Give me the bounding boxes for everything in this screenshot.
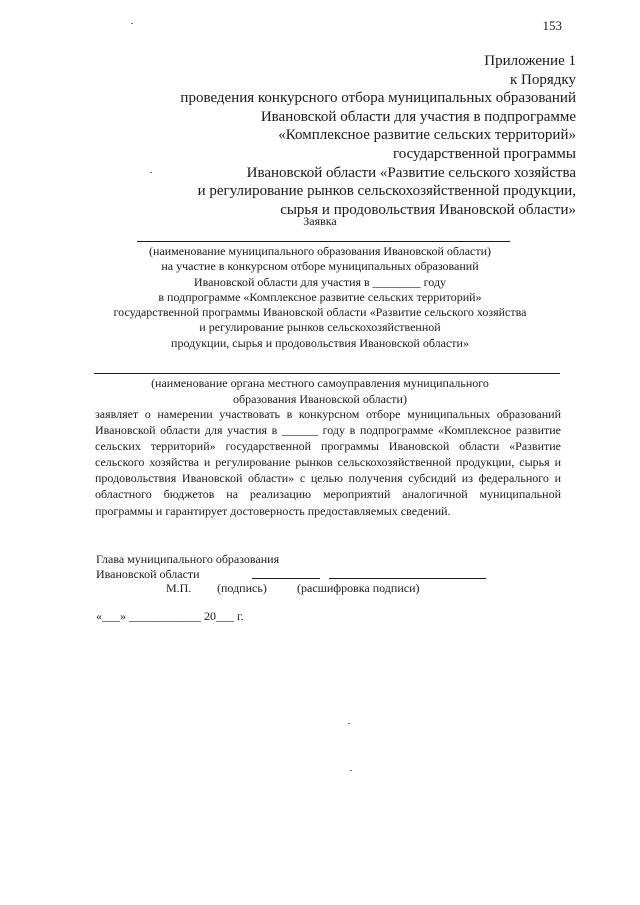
organ-line: образования Ивановской области) [233,392,407,406]
appendix-line: Приложение 1 [484,53,576,69]
municipality-name-blank-line [137,241,510,242]
municipality-line: на участие в конкурсном отборе муниципальных образований [161,259,479,274]
stamp-label: М.П. [166,581,192,595]
municipality-line: Ивановской области для участия в ________ году [193,274,447,289]
organ-block [0,375,640,407]
signature-decode-caption: (расшифровка подписи) [297,581,420,595]
page-number: 153 [542,18,562,33]
appendix-line: Ивановской области «Развитие сельского хозяйства [246,164,576,181]
appendix-line: сырья и продовольствия Ивановской области» [280,201,576,218]
application-body: заявляет о намерении участвовать в конкурсном отборе муниципальных образований Ивановской области для участия в ______ году в подпрограмме «Комплексное развитие сельских территорий» государственной программы Ивановской области «Развитие сельского хозяйства и регулирование рынков сельскохозяйственной продукции, сырья и продовольствия Ивановской области» с целью получения субсидий из федерального и областного бюджетов на реализацию мероприятий аналогичной муниципальной программы и гарантирует достоверность предоставляемых сведений. [95,407,561,518]
appendix-line: Ивановской области для участия в подпрограмме [260,108,576,125]
date-line: «___» ____________ 20___ г. [96,609,244,623]
appendix-line: и регулирование рынков сельскохозяйственной продукции, [197,183,576,200]
scan-speck [150,172,152,173]
appendix-header [156,52,576,219]
scan-speck [348,723,350,724]
appendix-line: государственной программы [392,145,576,162]
signatory-title-line-2: Ивановской области [96,567,200,581]
municipality-block [0,244,640,351]
municipality-line: в подпрограмме «Комплексное развитие сельских территорий» [158,289,482,304]
organ-name-blank-line [94,373,560,374]
municipality-line: продукции, сырья и продовольствия Ивановской области» [171,335,469,350]
signature-blank-line [252,578,320,579]
application-title: Заявка [303,214,337,228]
municipality-line: государственной программы Ивановской области «Развитие сельского хозяйства [113,305,527,320]
municipality-line: (наименование муниципального образования Ивановской области) [148,244,492,258]
organ-line: (наименование органа местного самоуправления муниципального [151,376,489,390]
signatory-title-line-1: Глава муниципального образования [96,552,280,566]
appendix-line: проведения конкурсного отбора муниципальных образований [180,90,576,107]
appendix-line: к Порядку [510,71,576,88]
signature-decode-blank-line [329,578,486,579]
scan-speck [131,23,133,24]
scan-speck [350,770,352,771]
signature-caption: (подпись) [217,581,267,595]
municipality-line: и регулирование рынков сельскохозяйственной [199,320,441,335]
appendix-line: «Комплексное развитие сельских территорий» [278,127,576,144]
